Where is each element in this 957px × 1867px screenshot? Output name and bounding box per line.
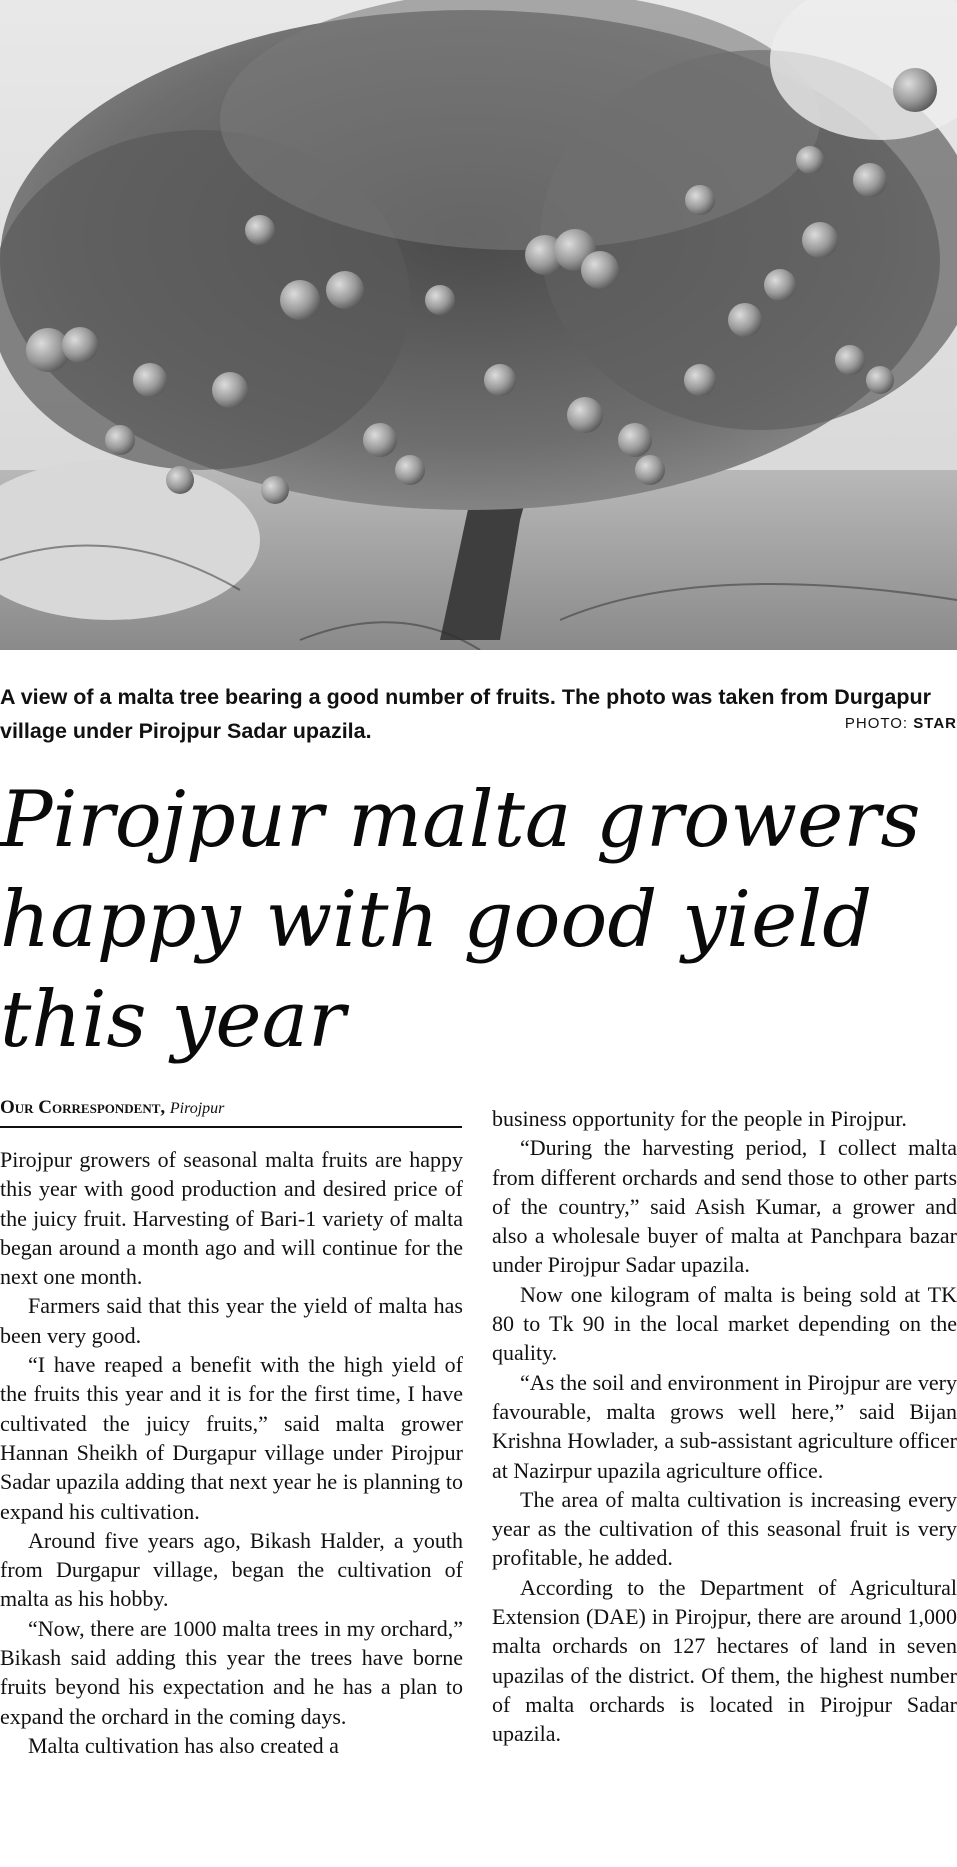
paragraph: Now one kilogram of malta is being sold at TK 80 to Tk 90 in the local market depending on the quality.	[492, 1281, 957, 1366]
paragraph: Farmers said that this year the yield of malta has been very good.	[0, 1293, 463, 1348]
byline-author: Our Correspondent,	[0, 1097, 166, 1118]
paragraph: Pirojpur growers of seasonal malta fruits are happy this year with good production and desired price of the juicy fruit. Harvesting of Bari-1 variety of malta began around a month ago and will continue for the next one month.	[0, 1147, 463, 1290]
paragraph: Malta cultivation has also created a	[28, 1732, 339, 1758]
paragraph: Around five years ago, Bikash Halder, a youth from Durgapur village, began the cultivation of malta as his hobby.	[0, 1527, 463, 1612]
credit-source: STAR	[913, 715, 957, 732]
paragraph: business opportunity for the people in Pirojpur.	[492, 1106, 907, 1131]
paragraph: “During the harvesting period, I collect malta from different orchards and send those to other parts of the country,” said Asish Kumar, a grower and also a wholesale buyer of malta at Panchpara bazar under Pirojpur Sadar upazila.	[492, 1135, 957, 1278]
article-column-left	[0, 1145, 463, 1760]
photo-caption	[0, 680, 957, 748]
paragraph: The area of malta cultivation is increasing every year as the cultivation of this seasonal fruit is very profitable, he added.	[492, 1486, 957, 1571]
article-column-right	[492, 1104, 957, 1749]
photo-credit	[845, 715, 957, 732]
caption-text: A view of a malta tree bearing a good number of fruits. The photo was taken from Durgapur village under Pirojpur Sadar upazila.	[0, 685, 931, 743]
paragraph: According to the Department of Agricultural Extension (DAE) in Pirojpur, there are around 1,000 malta orchards on 127 hectares of land in seven upazilas of the district. Of them, the highest number of malta orchards is located in Pirojpur Sadar upazila.	[492, 1574, 957, 1747]
article-headline: Pirojpur malta growers happy with good yield this year	[0, 775, 921, 1065]
paragraph: “I have reaped a benefit with the high yield of the fruits this year and it is for the first time, I have cultivated the juicy fruits,” said malta grower Hannan Sheikh of Durgapur village under Pirojpur Sadar upazila adding that next year he is planning to expand his cultivation.	[0, 1352, 463, 1524]
malta-tree-photo	[0, 0, 957, 650]
paragraph: “As the soil and environment in Pirojpur are very favourable, malta grows well here,” said Bijan Krishna Howlader, a sub-assistant agriculture officer at Nazirpur upazila agriculture office.	[492, 1369, 957, 1483]
credit-label: PHOTO:	[844, 715, 909, 732]
paragraph: “Now, there are 1000 malta trees in my orchard,” Bikash said adding this year the trees have borne fruits beyond his expectation and he has a plan to expand the orchard in the coming days.	[0, 1615, 463, 1729]
byline-place: Pirojpur	[169, 1100, 225, 1117]
byline	[0, 1097, 462, 1128]
